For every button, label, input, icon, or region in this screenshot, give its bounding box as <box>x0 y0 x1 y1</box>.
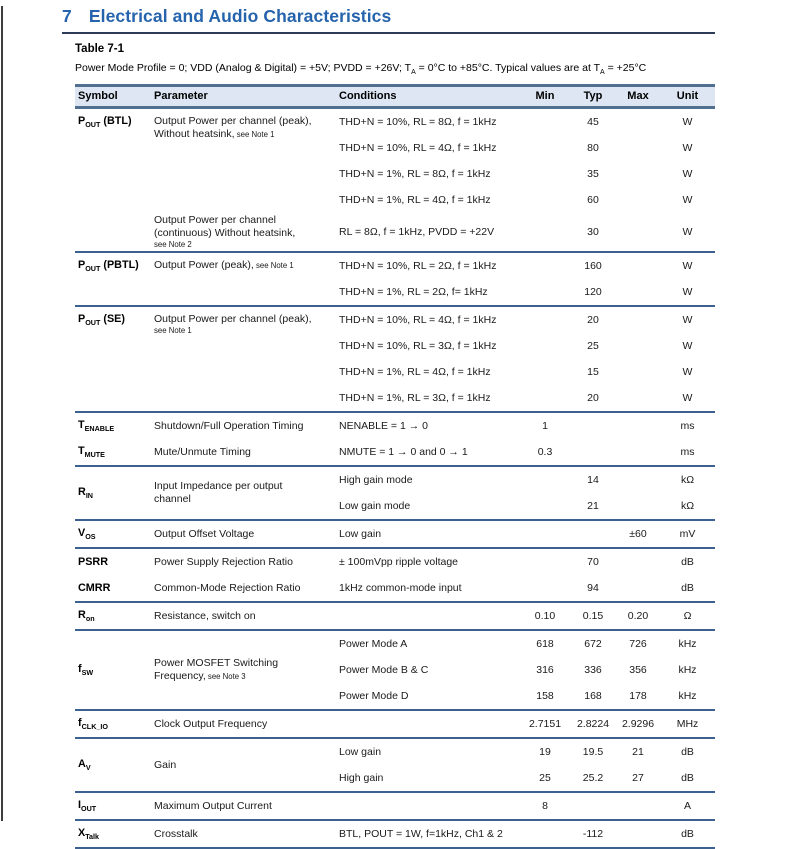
symbol-av <box>75 738 152 792</box>
empty-cell <box>616 820 660 848</box>
parameter-cell <box>152 630 337 710</box>
unit-cell: dB <box>660 548 715 575</box>
condition-cell: THD+N = 1%, RL = 2Ω, f= 1kHz <box>339 286 488 299</box>
unit-cell: W <box>660 252 715 279</box>
symbol-base: P <box>78 259 86 272</box>
conditions-text: = +25°C <box>604 62 647 74</box>
condition-cell: THD+N = 10%, RL = 4Ω, f = 1kHz <box>337 306 520 333</box>
empty-cell <box>520 252 570 279</box>
column-header-symbol: Symbol <box>75 86 152 108</box>
typ-value: 21 <box>587 500 599 513</box>
column-header-typ: Typ <box>570 86 616 108</box>
symbol-rin <box>75 466 152 520</box>
parameter-cell: Output Offset Voltage <box>152 520 337 548</box>
empty-cell <box>337 792 520 820</box>
condition-cell: NENABLE = 1 → 0 <box>337 412 520 439</box>
empty-cell <box>616 439 660 466</box>
condition-cell: THD+N = 10%, RL = 2Ω, f = 1kHz <box>337 252 520 279</box>
parameter-cell: Power Supply Rejection Ratio <box>152 548 337 575</box>
condition-cell: THD+N = 1%, RL = 3Ω, f = 1kHz <box>339 392 491 405</box>
note-reference: see Note 2 <box>154 240 192 250</box>
condition-cell: THD+N = 10%, RL = 8Ω, f = 1kHz <box>339 116 497 129</box>
note-reference: see Note 1 <box>253 261 294 271</box>
table-row <box>75 738 715 765</box>
unit-cell: W <box>682 116 693 129</box>
empty-cell <box>616 575 660 602</box>
symbol-base: f <box>78 663 82 675</box>
condition-cell: THD+N = 1%, RL = 4Ω, f = 1kHz <box>339 366 491 379</box>
condition-cell: Power Mode D <box>339 690 409 703</box>
parameter-cell <box>152 108 337 214</box>
symbol-suffix: (SE) <box>100 313 125 326</box>
empty-cell <box>520 161 570 187</box>
symbol-base: A <box>78 758 86 770</box>
min-value: 8 <box>520 792 570 820</box>
empty-cell <box>520 548 570 575</box>
unit-cell: ms <box>680 446 695 459</box>
table-row <box>75 213 715 252</box>
typ-value: 70 <box>570 548 616 575</box>
typ-value: 0.15 <box>570 602 616 630</box>
empty-cell <box>520 493 570 520</box>
parameter-cell: Shutdown/Full Operation Timing <box>152 412 337 439</box>
column-header-conditions: Conditions <box>337 86 520 108</box>
empty-cell <box>520 333 570 359</box>
unit-cell: Ω <box>660 602 715 630</box>
unit-cell: W <box>682 142 693 155</box>
max-value: 0.20 <box>616 602 660 630</box>
empty-cell <box>616 792 660 820</box>
table-row <box>75 520 715 548</box>
typ-value: 160 <box>570 252 616 279</box>
symbol-base: I <box>78 799 81 811</box>
table-row <box>75 710 715 738</box>
symbol-tenable <box>75 412 152 439</box>
parameter-line: Input Impedance per output <box>154 479 283 492</box>
section-heading <box>62 6 715 34</box>
symbol-base: CMRR <box>78 582 111 595</box>
empty-cell <box>520 306 570 333</box>
empty-cell <box>616 385 660 412</box>
unit-cell: A <box>660 792 715 820</box>
parameter-cell: Resistance, switch on <box>152 602 337 630</box>
unit-cell: kΩ <box>660 466 715 493</box>
table-row <box>75 252 715 279</box>
empty-cell <box>520 575 570 602</box>
symbol-suffix: (PBTL) <box>100 259 139 272</box>
section-title: Electrical and Audio Characteristics <box>88 6 392 26</box>
typ-value: 19.5 <box>570 738 616 765</box>
unit-cell: mV <box>660 520 715 548</box>
condition-cell: High gain mode <box>337 466 520 493</box>
condition-cell: Power Mode B & C <box>339 664 429 677</box>
empty-cell <box>616 306 660 333</box>
empty-cell <box>616 161 660 187</box>
typ-value: 94 <box>587 582 599 595</box>
empty-cell <box>616 466 660 493</box>
empty-cell <box>616 333 660 359</box>
min-value: 0.10 <box>520 602 570 630</box>
parameter-cell: Crosstalk <box>152 820 337 848</box>
typ-value: 30 <box>587 226 599 239</box>
max-value: ±60 <box>616 520 660 548</box>
page-left-edge <box>1 6 3 821</box>
symbol-sub: ENABLE <box>84 424 115 434</box>
unit-cell: W <box>660 306 715 333</box>
unit-cell: ms <box>660 412 715 439</box>
empty-cell <box>520 135 570 161</box>
parameter-cell: Mute/Unmute Timing <box>154 446 251 459</box>
parameter-line: Output Power per channel (peak), <box>154 313 312 326</box>
parameter-cell: Maximum Output Current <box>152 792 337 820</box>
table-row <box>75 306 715 333</box>
min-value: 2.7151 <box>520 710 570 738</box>
empty-cell <box>570 792 616 820</box>
max-value: 356 <box>629 664 647 677</box>
table-row <box>75 820 715 848</box>
column-header-parameter: Parameter <box>152 86 337 108</box>
symbol-tmute <box>75 439 152 466</box>
symbol-base: R <box>78 486 86 498</box>
typ-value: 15 <box>587 366 599 379</box>
symbol-sub: OUT <box>81 804 97 814</box>
empty-cell <box>616 252 660 279</box>
unit-cell: W <box>682 194 693 207</box>
parameter-cell: Clock Output Frequency <box>152 710 337 738</box>
empty-cell <box>616 135 660 161</box>
symbol-sub: on <box>85 614 95 624</box>
min-value: 19 <box>520 738 570 765</box>
table-row <box>75 108 715 136</box>
parameter-text: Frequency, <box>154 670 206 683</box>
table-row <box>75 412 715 439</box>
typ-value: 2.8224 <box>570 710 616 738</box>
unit-cell: W <box>682 286 693 299</box>
unit-cell: W <box>682 168 693 181</box>
empty-cell <box>337 602 520 630</box>
symbol-sub: OUT <box>85 264 101 274</box>
symbol-fclk-io <box>75 710 152 738</box>
empty-cell <box>616 279 660 306</box>
unit-cell: kHz <box>678 690 697 703</box>
symbol-sub: IN <box>85 491 93 501</box>
parameter-cell <box>152 306 337 412</box>
note-reference: see Note 3 <box>205 672 246 682</box>
parameter-text: Output Power (peak), <box>154 259 254 272</box>
max-value: 178 <box>629 690 647 703</box>
symbol-xtalk <box>75 820 152 848</box>
empty-cell <box>520 385 570 412</box>
symbol-base: PSRR <box>78 556 108 569</box>
max-value: 2.9296 <box>616 710 660 738</box>
unit-cell: W <box>682 226 693 239</box>
unit-cell: W <box>682 340 693 353</box>
parameter-cell <box>152 252 337 306</box>
condition-cell: THD+N = 1%, RL = 8Ω, f = 1kHz <box>339 168 491 181</box>
typ-value: 14 <box>570 466 616 493</box>
empty-cell <box>520 820 570 848</box>
symbol-base: X <box>78 827 86 839</box>
condition-cell: High gain <box>339 772 384 785</box>
symbol-base: T <box>78 445 85 457</box>
empty-cell <box>570 439 616 466</box>
condition-cell: 1kHz common-mode input <box>339 582 462 595</box>
unit-cell: MHz <box>660 710 715 738</box>
empty-cell <box>616 187 660 213</box>
parameter-text: Without heatsink, <box>154 128 235 141</box>
unit-cell: dB <box>660 738 715 765</box>
min-value: 316 <box>536 664 554 677</box>
parameter-cell <box>152 466 337 520</box>
column-header-max: Max <box>616 86 660 108</box>
symbol-base: T <box>78 419 85 431</box>
symbol-pout-se <box>75 306 152 412</box>
page-content <box>75 43 715 849</box>
empty-cell <box>616 493 660 520</box>
symbol-vos <box>75 520 152 548</box>
max-value: 726 <box>616 630 660 657</box>
parameter-line: Output Power per channel <box>154 214 276 227</box>
table-row <box>75 575 715 602</box>
empty-cell <box>520 520 570 548</box>
parameter-line: Power MOSFET Switching <box>154 656 279 669</box>
typ-value: -112 <box>570 820 616 848</box>
section-number: 7 <box>62 6 72 26</box>
unit-cell: dB <box>660 820 715 848</box>
condition-cell: Power Mode A <box>337 630 520 657</box>
symbol-base: P <box>78 115 86 128</box>
empty-cell <box>616 108 660 136</box>
symbol-pout-btl <box>75 108 152 252</box>
typ-value: 45 <box>587 116 599 129</box>
empty-cell <box>337 710 520 738</box>
parameter-cell <box>152 213 337 252</box>
empty-cell <box>616 213 660 252</box>
datasheet-page <box>0 6 790 842</box>
symbol-sub: MUTE <box>84 450 105 460</box>
column-header-unit: Unit <box>660 86 715 108</box>
condition-cell: THD+N = 10%, RL = 4Ω, f = 1kHz <box>339 142 497 155</box>
symbol-sub: SW <box>81 668 94 678</box>
unit-cell: kHz <box>678 664 697 677</box>
symbol-sub: OUT <box>85 318 101 328</box>
symbol-sub: Talk <box>85 832 100 842</box>
min-value: 618 <box>520 630 570 657</box>
conditions-text: Power Mode Profile = 0; VDD (Analog & Digital) = +5V; PVDD = +26V; T <box>75 62 412 74</box>
table-row <box>75 548 715 575</box>
condition-cell: ± 100mVpp ripple voltage <box>337 548 520 575</box>
parameter-line: channel <box>154 493 191 506</box>
symbol-base: P <box>78 313 86 326</box>
symbol-sub: OUT <box>85 120 101 130</box>
empty-cell <box>520 187 570 213</box>
condition-cell: BTL, POUT = 1W, f=1kHz, Ch1 & 2 <box>337 820 520 848</box>
empty-cell <box>520 359 570 385</box>
table-row <box>75 792 715 820</box>
unit-cell: dB <box>681 582 694 595</box>
symbol-base: f <box>78 717 82 729</box>
typ-value: 25 <box>587 340 599 353</box>
empty-cell <box>520 279 570 306</box>
unit-cell: W <box>682 366 693 379</box>
empty-cell <box>616 412 660 439</box>
table-label: Table 7-1 <box>75 43 124 55</box>
min-value: 0.3 <box>537 446 553 459</box>
unit-cell: kΩ <box>680 500 695 513</box>
empty-cell <box>616 359 660 385</box>
condition-cell: Low gain mode <box>339 500 411 513</box>
symbol-ron <box>75 602 152 630</box>
max-value: 27 <box>632 772 644 785</box>
condition-cell: THD+N = 10%, RL = 3Ω, f = 1kHz <box>339 340 497 353</box>
typ-value: 20 <box>570 306 616 333</box>
symbol-iout <box>75 792 152 820</box>
typ-value: 672 <box>570 630 616 657</box>
empty-cell <box>570 520 616 548</box>
symbol-pout-pbtl <box>75 252 152 306</box>
condition-cell: NMUTE = 1 → 0 and 0 → 1 <box>339 446 468 459</box>
symbol-base: R <box>78 609 86 621</box>
parameter-cell: Common-Mode Rejection Ratio <box>154 582 301 595</box>
test-conditions-note <box>75 62 715 76</box>
typ-value: 20 <box>587 392 599 405</box>
symbol-base: V <box>78 527 86 539</box>
min-value: 1 <box>520 412 570 439</box>
symbol-suffix: (BTL) <box>100 115 132 128</box>
max-value: 21 <box>616 738 660 765</box>
typ-value: 336 <box>584 664 602 677</box>
empty-cell <box>520 108 570 136</box>
table-row <box>75 630 715 657</box>
min-value: 158 <box>536 690 554 703</box>
characteristics-table <box>75 84 715 849</box>
condition-cell: Low gain <box>337 738 520 765</box>
condition-cell: THD+N = 1%, RL = 4Ω, f = 1kHz <box>339 194 491 207</box>
note-reference: see Note 1 <box>154 326 192 336</box>
condition-cell: Low gain <box>337 520 520 548</box>
symbol-cmrr <box>75 575 152 602</box>
table-header-row <box>75 86 715 108</box>
typ-value: 80 <box>587 142 599 155</box>
parameter-line: Output Power per channel (peak), <box>154 115 312 128</box>
parameter-line <box>154 670 335 683</box>
subscript-a: A <box>600 69 605 77</box>
parameter-line <box>154 128 335 141</box>
condition-cell: RL = 8Ω, f = 1kHz, PVDD = +22V <box>339 226 495 239</box>
subscript-a: A <box>411 69 416 77</box>
symbol-psrr <box>75 548 152 575</box>
unit-cell: dB <box>681 772 694 785</box>
symbol-sub: OS <box>85 532 96 542</box>
table-row <box>75 439 715 466</box>
unit-cell: kHz <box>660 630 715 657</box>
typ-value: 120 <box>584 286 602 299</box>
typ-value: 168 <box>584 690 602 703</box>
table-row <box>75 466 715 493</box>
column-header-min: Min <box>520 86 570 108</box>
typ-value: 25.2 <box>582 772 604 785</box>
unit-cell: W <box>682 392 693 405</box>
empty-cell <box>520 466 570 493</box>
parameter-cell: Gain <box>152 738 337 792</box>
table-row <box>75 602 715 630</box>
symbol-sub: V <box>85 763 91 773</box>
parameter-line: (continuous) Without heatsink, <box>154 227 296 240</box>
typ-value: 35 <box>587 168 599 181</box>
conditions-text: = 0°C to +85°C. Typical values are at T <box>415 62 601 74</box>
empty-cell <box>570 412 616 439</box>
typ-value: 60 <box>587 194 599 207</box>
empty-cell <box>616 548 660 575</box>
empty-cell <box>520 213 570 252</box>
note-reference: see Note 1 <box>234 130 275 140</box>
symbol-sub: CLK_IO <box>81 722 108 732</box>
min-value: 25 <box>539 772 551 785</box>
symbol-fsw <box>75 630 152 710</box>
